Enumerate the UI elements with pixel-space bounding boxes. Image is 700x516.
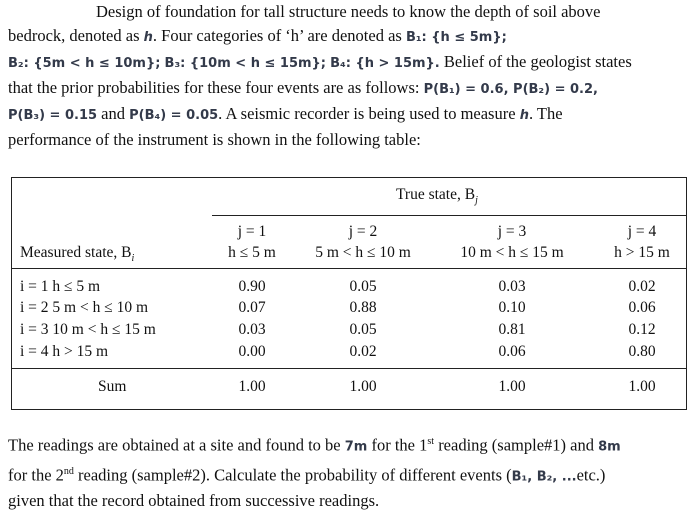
intro-line-3-text: Belief of the geologist states: [443, 52, 632, 71]
sample-2-value: 8m: [598, 439, 621, 455]
intro-line-4: [8, 76, 692, 102]
table-cell: 0.10: [498, 299, 526, 316]
table-cell: 0.80: [628, 343, 656, 360]
table-cell: 0.88: [349, 299, 377, 316]
col-3-range: 10 m < h ≤ 15 m: [460, 244, 564, 261]
col-1-range: h ≤ 5 m: [228, 244, 276, 261]
col-3-index: j = 3: [497, 223, 527, 240]
table-cell: 0.90: [238, 278, 266, 295]
sum-divider: [12, 368, 686, 369]
row-label: i = 2 5 m < h ≤ 10 m: [20, 299, 149, 316]
table-cell: 0.07: [238, 299, 266, 316]
intro-line-3: [8, 50, 692, 76]
sum-cell: 1.00: [628, 378, 656, 395]
body-divider: [12, 268, 686, 269]
sum-cell: 1.00: [498, 378, 526, 395]
intro-line-5: [8, 102, 692, 128]
table-cell: 0.05: [349, 278, 377, 295]
col-4-index: j = 4: [627, 223, 657, 240]
prior-b3: P(B₃) = 0.15: [8, 108, 98, 123]
table-cell: 0.05: [349, 321, 377, 338]
col-1-index: j = 1: [237, 223, 267, 240]
intro-line-2-text: bedrock, denoted as: [8, 26, 140, 45]
outro-line-2: for the 2nd reading (sample#2). Calculate the probability of different events (B₁, B₂, ...etc.): [8, 465, 606, 484]
table-cell: 0.02: [628, 278, 656, 295]
header-divider: [212, 215, 686, 216]
sum-cell: 1.00: [238, 378, 266, 395]
col-2-index: j = 2: [348, 223, 378, 240]
outro-line-1: The readings are obtained at a site and found to be 7m for the 1st reading (sample#1) and 8m: [8, 435, 621, 455]
and-word: and: [101, 104, 125, 123]
b4-definition: B₄: {h > 15m}.: [330, 56, 440, 71]
table-cell: 0.06: [628, 299, 656, 316]
measured-state-header: Measured state, $B_i$: [20, 244, 135, 265]
table-cell: 0.03: [238, 321, 266, 338]
b2-definition: B₂: {5m < h ≤ 10m};: [8, 56, 161, 71]
table-cell: 0.03: [498, 278, 526, 295]
table-cell: 0.12: [628, 321, 656, 338]
sum-label: Sum: [98, 378, 127, 395]
table-cell: 0.81: [498, 321, 526, 338]
h-symbol: h: [143, 30, 153, 45]
prior-b4: P(B₄) = 0.05: [129, 108, 219, 123]
intro-line-4-text: that the prior probabilities for these four events are as follows:: [8, 78, 420, 97]
col-2-range: 5 m < h ≤ 10 m: [315, 244, 411, 261]
col-4-range: h > 15 m: [614, 244, 670, 261]
performance-table: [11, 177, 687, 410]
sum-cell: 1.00: [349, 378, 377, 395]
intro-line-5-text: . A seismic recorder is being used to measure: [218, 104, 516, 123]
outro-line-3: given that the record obtained from successive readings.: [8, 491, 380, 510]
intro-line-1: Design of foundation for tall structure needs to know the depth of soil above: [96, 2, 601, 21]
outro-paragraph: [8, 430, 692, 513]
row-label: i = 3 10 m < h ≤ 15 m: [20, 321, 156, 338]
events-list: B₁, B₂, ...: [511, 469, 577, 484]
prior-b1-b2: P(B₁) = 0.6, P(B₂) = 0.2,: [423, 82, 598, 97]
row-label: i = 4 h > 15 m: [20, 343, 109, 360]
b3-definition: B₃: {10m < h ≤ 15m};: [164, 56, 326, 71]
intro-paragraph: [8, 0, 692, 152]
table-cell: 0.02: [349, 343, 377, 360]
h-symbol-2: h: [519, 108, 529, 123]
intro-line-5-end: . The: [528, 104, 563, 123]
row-label: i = 1 h ≤ 5 m: [20, 278, 101, 295]
b1-definition: B₁: {h ≤ 5m};: [405, 30, 507, 45]
sample-1-value: 7m: [344, 439, 368, 455]
table-cell: 0.06: [498, 343, 526, 360]
true-state-header: True state, $B_j$: [396, 186, 478, 207]
intro-line-2: [8, 24, 692, 50]
intro-line-2-mid: . Four categories of ‘h’ are denoted as: [152, 26, 402, 45]
intro-line-6: performance of the instrument is shown in the following table:: [8, 130, 421, 149]
table-cell: 0.00: [238, 343, 266, 360]
